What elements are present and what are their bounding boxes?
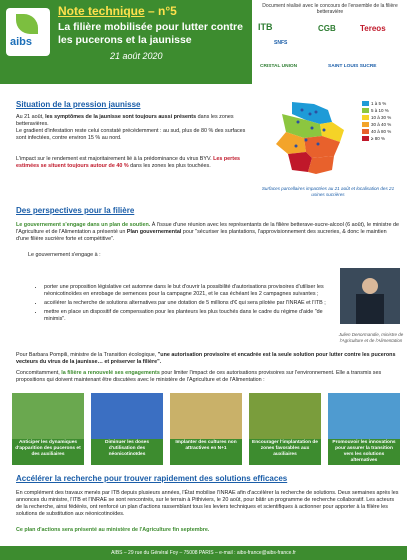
leaf-icon <box>16 14 38 34</box>
section1-paragraph-3: L'impact sur le rendement est majoritairement lié à la prédominance du virus BYV. Les pertes estimées se situent toujours autour de 40 % dans les zones les plus touchées. <box>16 156 241 169</box>
legend-item: 40 à 80 % <box>362 128 407 135</box>
partners-panel <box>252 0 407 84</box>
france-infestation-map <box>262 100 362 182</box>
tile-innovations <box>328 393 400 465</box>
section-title-pression: Situation de la pression jaunisse <box>16 100 141 109</box>
section2-paragraph-3: Pour Barbara Pompili, ministre de la Transition écologique, "une autorisation provisoire et encadrée est la seule solution pour lutter contre les pucerons vecteurs du virus de la jaunisse… et préserver la filière". <box>16 352 396 365</box>
section-title-recherche: Accélérer la recherche pour trouver rapidement des solutions efficaces <box>16 474 288 483</box>
partner-logo-tereos: Tereos <box>360 24 386 33</box>
tile-doses <box>91 393 163 465</box>
tile-zones <box>249 393 321 465</box>
tile-image <box>249 393 321 439</box>
page-subtitle: La filière mobilisée pour lutter contre les pucerons et la jaunisse <box>58 21 243 46</box>
section-title-perspectives: Des perspectives pour la filière <box>16 206 135 215</box>
map-caption: Surfaces parcellaires impactées au 21 août et localisation des 21 usines sucrières <box>261 186 395 197</box>
partners-note: Document réalisé avec le concours de l'ensemble de la filière betteravière <box>262 3 398 15</box>
legend-item: 30 à 40 % <box>362 121 407 128</box>
tile-image <box>170 393 242 439</box>
tile-caption: Implanter des cultures non attractives en N+1 <box>170 439 242 465</box>
section2-paragraph-4: Concomitamment, la filière a renouvelé ses engagements pour limiter l'impact de ces autorisations provisoires sur l'environnement. Elle a transmis ses propositions qui doivent maintenant être discutées avec le ministère de l'Agriculture et de l'Alimentation : <box>16 370 382 383</box>
legend-item: ≥ 80 % <box>362 135 407 142</box>
tile-pucerons <box>12 393 84 465</box>
tile-image <box>328 393 400 439</box>
tile-caption: Diminuer les doses d'utilisation des néonicotinoïdes <box>91 439 163 465</box>
legend-item: 5 à 10 % <box>362 107 407 114</box>
aibs-logo <box>6 8 50 56</box>
section1-paragraph-1: Au 21 août, les symptômes de la jaunisse sont toujours aussi présents dans les zones betteravières. <box>16 114 234 127</box>
list-item: • mettre en place un dispositif de compensation pour les planteurs les plus touchés dans le cadre du régime d'aide "de minimis". <box>44 309 332 323</box>
logo-text: aibs <box>10 36 33 48</box>
partner-logo-cgb: CGB <box>318 24 336 33</box>
page-date: 21 août 2020 <box>110 51 163 61</box>
page-title: Note technique – n°5 <box>58 4 177 18</box>
tile-caption: Anticiper les dynamiques d'apparition des pucerons et des auxiliaires <box>12 439 84 465</box>
tile-caption: Promouvoir les innovations pour assurer la transition vers les solutions alternatives <box>328 439 400 465</box>
tile-caption: Encourager l'implantation de zones favorables aux auxiliaires <box>249 439 321 465</box>
section2-paragraph-1: Le gouvernement s'engage dans un plan de soutien. À l'issue d'une réunion avec les représentants de la filière betterave-sucre-alcool (6 août), le ministre de l'Agriculture et de l'Alimentation a présenté un Plan gouvernemental pour "sécuriser les plantations, l'approvisionnement des sucreries, & donc le maintien d'une filière sucrière forte et compétitive". <box>16 222 399 242</box>
minister-photo <box>340 268 400 324</box>
tile-image <box>91 393 163 439</box>
list-item: • porter une proposition législative cet automne dans le but d'ouvrir la possibilité d'autorisations provisoires d'utiliser les néonicotinoïdes en enrobage de semences pour la campagne 2021, et le cas échéant les 2 campagnes suivantes ; <box>44 284 332 298</box>
header-banner <box>0 0 407 84</box>
map-legend <box>362 100 407 142</box>
legend-item: 1 à 5 % <box>362 100 407 107</box>
tile-image <box>12 393 84 439</box>
footer: AIBS – 29 rue du Général Foy – 75008 PARIS – e-mail : aibs-france@aibs-france.fr <box>0 546 407 560</box>
section2-paragraph-2: Le gouvernement s'engage à : <box>28 252 101 258</box>
section3-paragraph-2: Ce plan d'actions sera présenté au ministère de l'Agriculture fin septembre. <box>16 527 210 533</box>
legend-item: 10 à 30 % <box>362 114 407 121</box>
list-item: • accélérer la recherche de solutions alternatives par une dotation de 5 millions d'€ qui sera pilotée par l'INRAE et l'ITB ; <box>44 300 332 307</box>
commitments-image-strip <box>12 393 400 465</box>
section1-paragraph-2: Le gradient d'infestation reste celui constaté précédemment : au sud, plus de 80 % des surfaces sont infectées, contre environ 15 % au nord. <box>16 128 246 141</box>
photo-caption: Julien Denormandie, ministre de l'Agriculture et de l'Alimentation <box>338 332 404 343</box>
partner-logo-itb: ITB <box>258 22 273 32</box>
partner-logo-snfs: SNFS <box>274 40 288 46</box>
partner-logo-cristal-union: CRISTAL UNION <box>260 64 298 69</box>
partner-logo-saint-louis: SAINT LOUIS SUCRE <box>328 64 377 69</box>
tile-cultures <box>170 393 242 465</box>
government-commitments-list <box>44 284 332 325</box>
section3-paragraph-1: En complément des travaux menés par ITB depuis plusieurs années, l'État mobilise l'INRAE afin d'accélérer la recherche de solutions. Deux semaines après les annonces du ministre, l'ITB et l'INRAE se sont rencontrés, sur le terrain à Pithiviers, le 20 août, pour bâtir un programme de recherche collaboratif. Les acteurs de la recherche, ainsi fédérés, ont renforcé un plan d'actions rassemblant tous les leviers techniques et scientifiques à actionner pour apporter à la filière les solutions de substitution aux néonicotinoïdes. <box>16 490 399 517</box>
